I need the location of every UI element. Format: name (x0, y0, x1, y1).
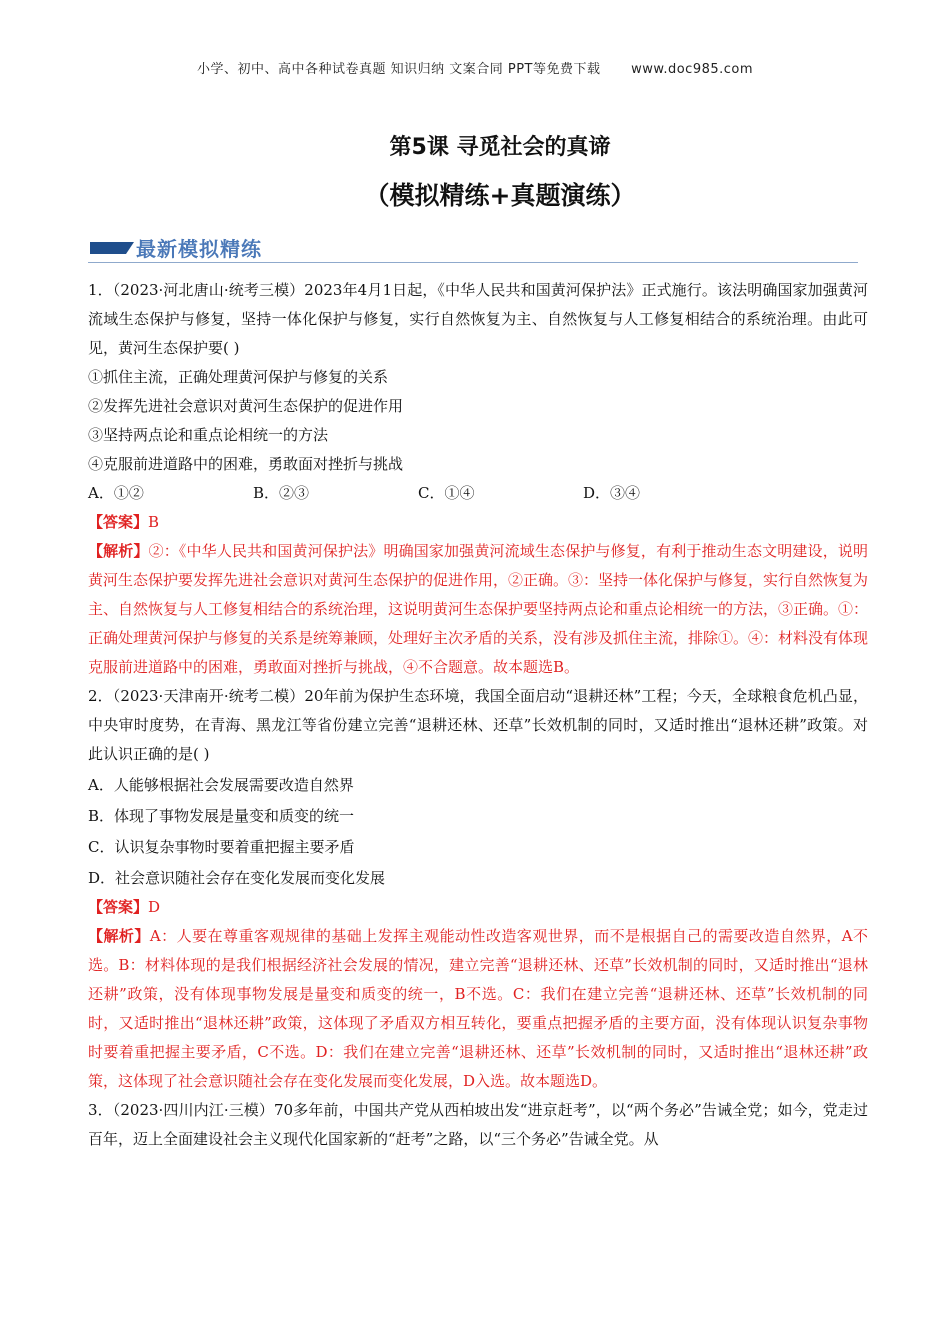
question-1-option-c: C．①④ (418, 484, 475, 502)
answer-value: D (148, 898, 161, 916)
banner-arrow-icon (126, 242, 134, 254)
question-2-stem: 2．（2023·天津南开·统考二模）20年前为保护生态环境，我国全面启动“退耕还林”工程；今天，全球粮食危机凸显，中央审时度势，在青海、黑龙江等省份建立完善“退耕还林、还草”长效机制的同时，又适时推出“退林还耕”政策。对此认识正确的是( ) (88, 687, 868, 763)
analysis-text: ②：《中华人民共和国黄河保护法》明确国家加强黄河流域生态保护与修复，有利于推动生态文明建设，说明黄河生态保护要发挥先进社会意识对黄河生态保护的促进作用，②正确。③：坚持一体化保护与修复，实行自然恢复为主、自然恢复与人工修复相结合的系统治理，这说明黄河生态保护要坚持两点论和重点论相统一的方法，③正确。①：正确处理黄河保护与修复的关系是统筹兼顾，处理好主次矛盾的关系，没有涉及抓住主流，排除①。④：材料没有体现克服前进道路中的困难，勇敢面对挫折与挑战，④不合题意。故本题选B。 (88, 542, 869, 676)
page-title: 第5课 寻觅社会的真谛 (389, 135, 611, 160)
banner-bar-icon (90, 242, 126, 254)
question-2-option-a: A．人能够根据社会发展需要改造自然界 (88, 776, 354, 794)
question-1-item: ②发挥先进社会意识对黄河生态保护的促进作用 (88, 397, 404, 415)
question-2-answer (88, 893, 868, 922)
answer-value: B (148, 513, 160, 531)
question-2-option-d: D．社会意识随社会存在变化发展而变化发展 (88, 869, 386, 887)
question-2-option-b: B．体现了事物发展是量变和质变的统一 (88, 807, 355, 825)
analysis-text: A：人要在尊重客观规律的基础上发挥主观能动性改造客观世界，而不是根据自己的需要改造自然界，A不选。B：材料体现的是我们根据经济社会发展的情况，建立完善“退耕还林、还草”长效机制的同时，又适时推出“退林还耕”政策，没有体现事物发展是量变和质变的统一，B不选。C：我们在建立完善“退耕还林、还草”长效机制的同时，又适时推出“退林还耕”政策，这体现了矛盾双方相互转化，要重点把握矛盾的主要方面，没有体现认识复杂事物时要着重把握主要矛盾，C不选。D：我们在建立完善“退耕还林、还草”长效机制的同时，又适时推出“退林还耕”政策，这体现了社会意识随社会存在变化发展而变化发展，D入选。故本题选D。 (88, 927, 868, 1090)
question-2-analysis (88, 922, 868, 1096)
question-1-item: ①抓住主流，正确处理黄河保护与修复的关系 (88, 368, 389, 386)
answer-label: 【答案】 (88, 513, 149, 531)
question-2-option-c: C．认识复杂事物时要着重把握主要矛盾 (88, 838, 355, 856)
page-subtitle: （模拟精练+真题演练） (364, 181, 636, 210)
analysis-label: 【解析】 (88, 927, 150, 945)
section-divider (88, 262, 858, 263)
question-1-option-d: D．③④ (583, 484, 641, 502)
question-1-analysis (88, 537, 868, 682)
answer-label: 【答案】 (88, 898, 149, 916)
question-1-option-a: A．①② (88, 484, 144, 502)
question-1-option-b: B．②③ (253, 484, 310, 502)
question-1-answer (88, 508, 868, 537)
question-1-item: ③坚持两点论和重点论相统一的方法 (88, 426, 329, 444)
question-3-stem: 3．（2023·四川内江·三模）70多年前，中国共产党从西柏坡出发“进京赶考”，以“两个务必”告诫全党；如今，党走过百年，迈上全面建设社会主义现代化国家新的“赶考”之路，以“三个务必”告诫全党。从 (88, 1101, 868, 1148)
header-text: 小学、初中、高中各种试卷真题 知识归纳 文案合同 PPT等免费下载 (196, 62, 601, 77)
question-1-item: ④克服前进道路中的困难，勇敢面对挫折与挑战 (88, 455, 404, 473)
question-list (88, 276, 868, 1154)
section-title: 最新模拟精练 (136, 237, 262, 261)
section-banner (88, 233, 858, 263)
page-header (0, 58, 950, 77)
header-site-link[interactable]: www.doc985.com (631, 62, 754, 77)
analysis-label: 【解析】 (88, 542, 149, 560)
question-1-stem: 1．（2023·河北唐山·统考三模）2023年4月1日起，《中华人民共和国黄河保护法》正式施行。该法明确国家加强黄河流域生态保护与修复，坚持一体化保护与修复，实行自然恢复为主、自然恢复与人工修复相结合的系统治理。由此可见，黄河生态保护要( ) (88, 281, 868, 357)
question-1-options (88, 479, 868, 508)
